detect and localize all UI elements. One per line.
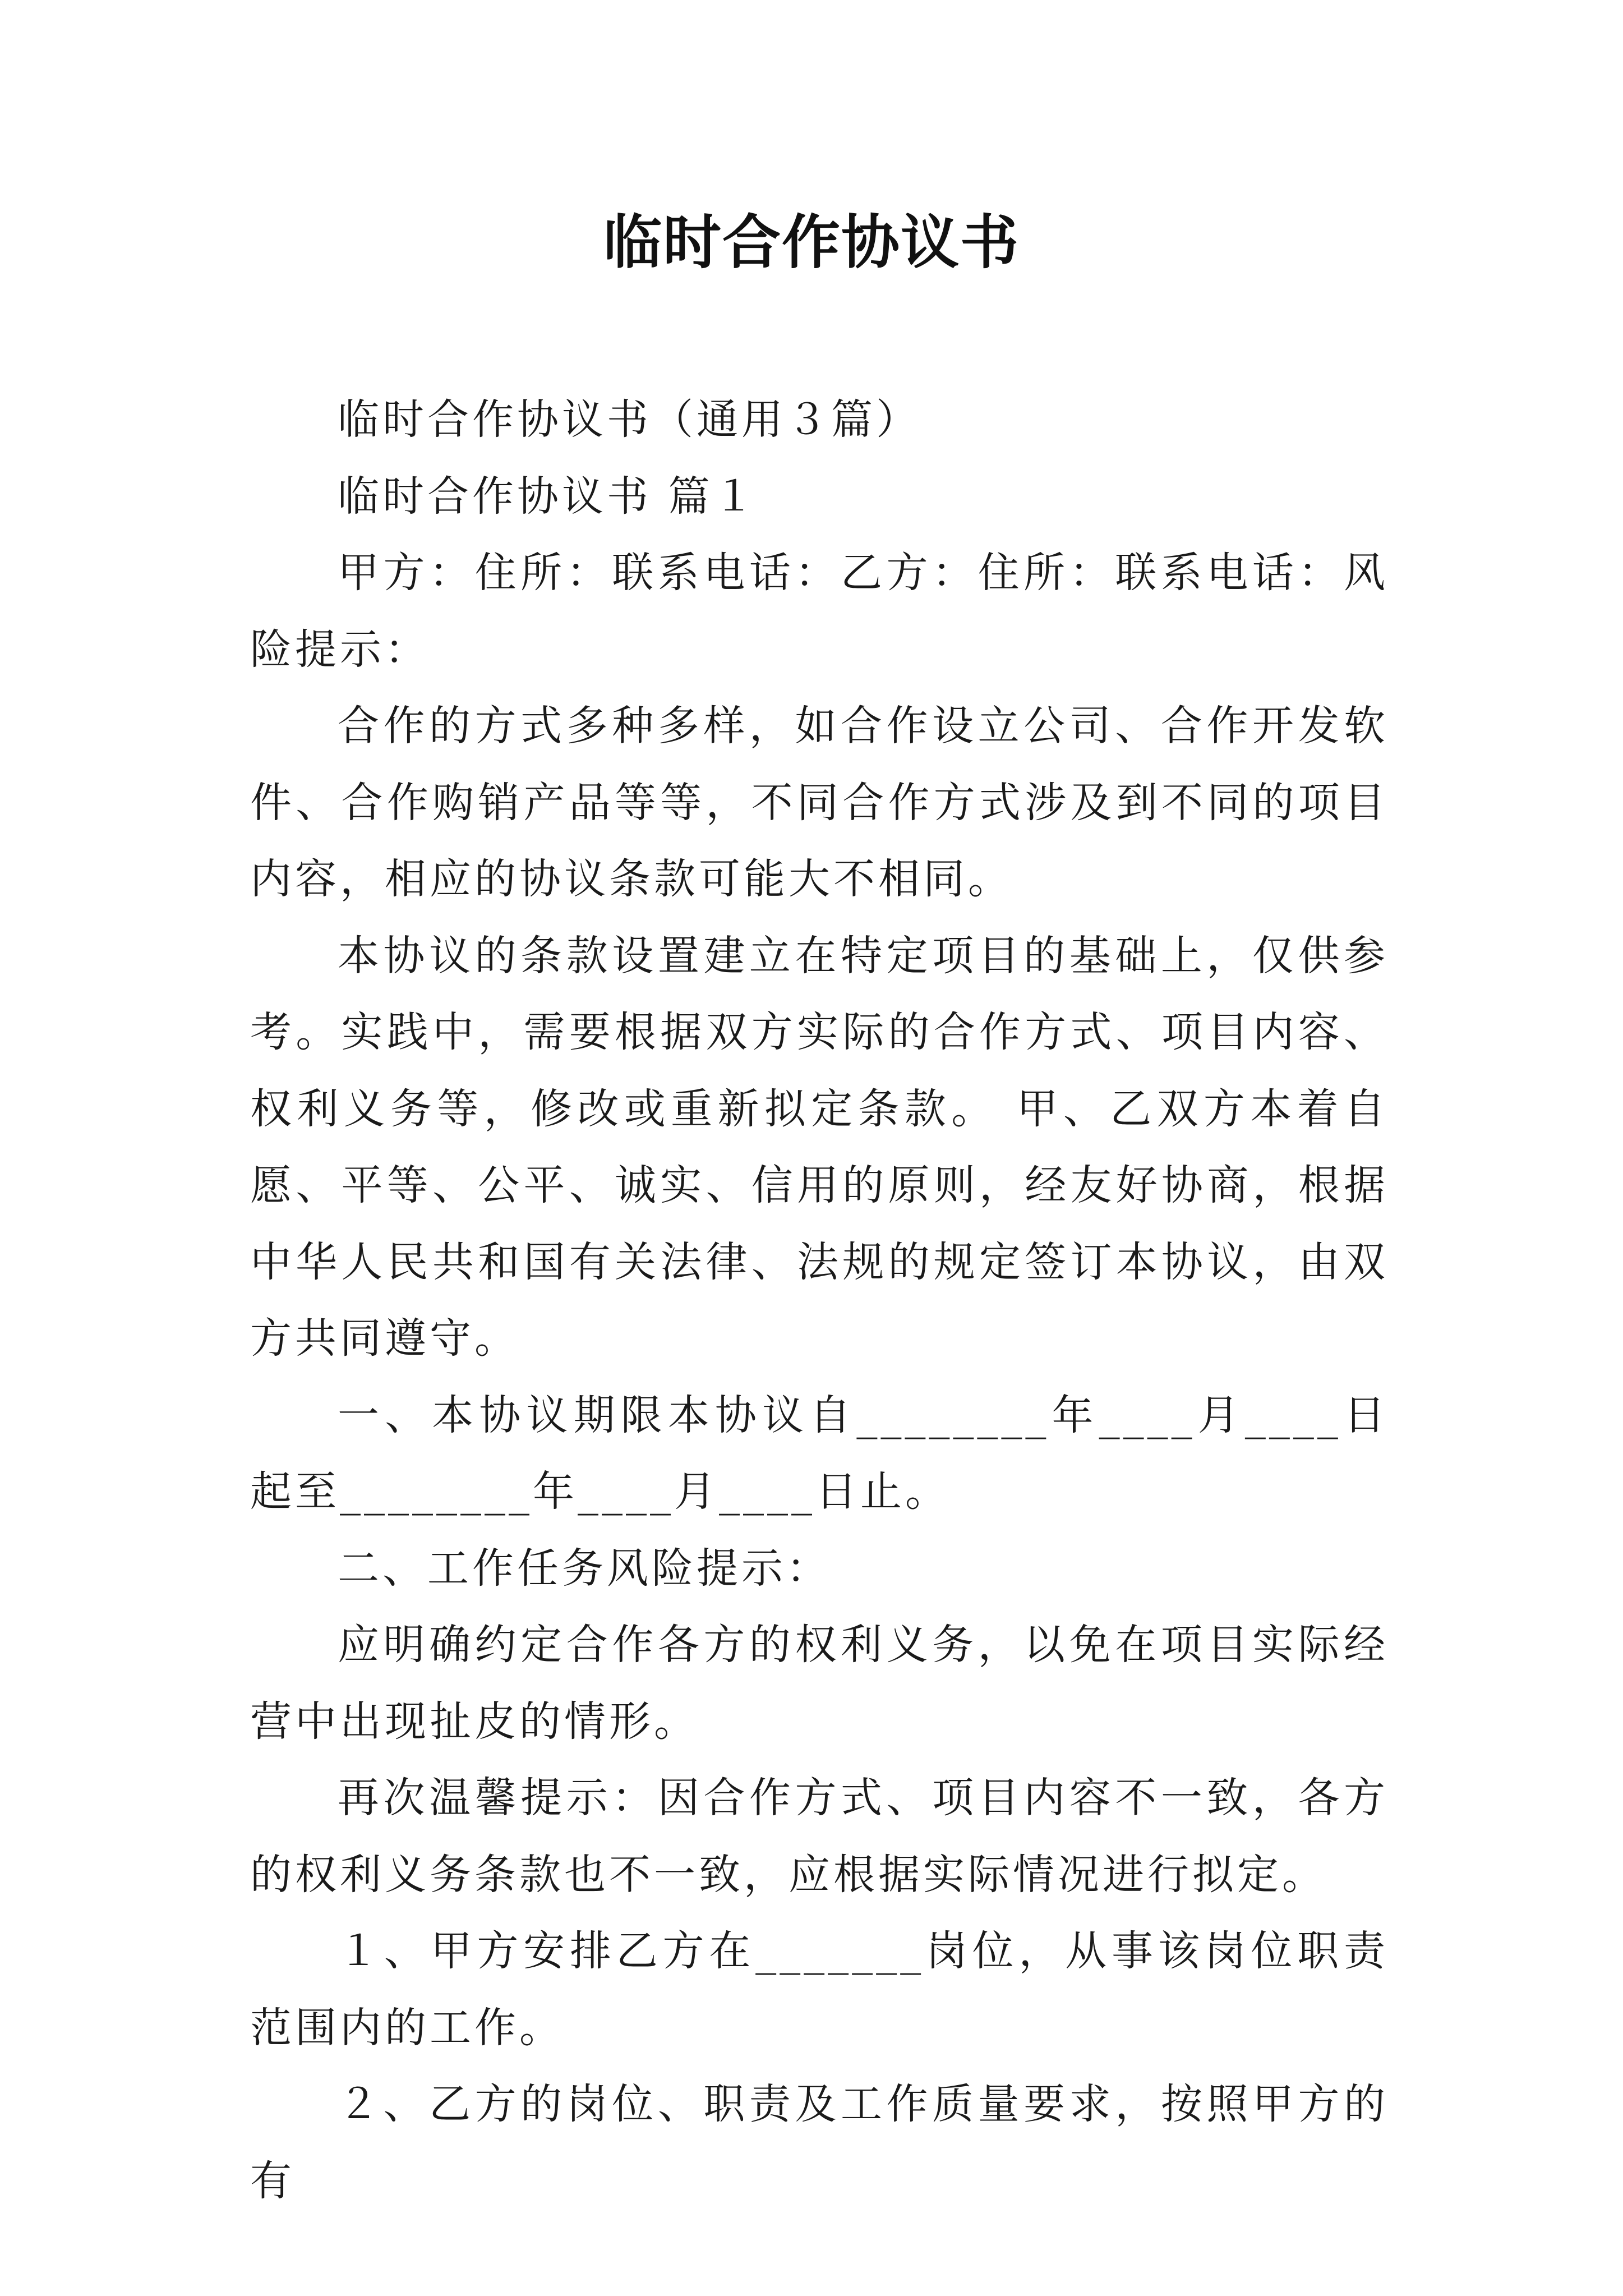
document-body bbox=[250, 381, 1389, 2219]
document-title: 临时合作协议书 bbox=[603, 208, 1020, 277]
parties-paragraph: 甲方：住所：联系电话：乙方：住所：联系电话：风险提示： bbox=[250, 549, 1389, 674]
body-paragraph: 应明确约定合作各方的权利义务，以免在项目实际经营中出现扯皮的情形。 bbox=[250, 1621, 1389, 1746]
numbered-clause: １、甲方安排乙方在_______岗位，从事该岗位职责范围内的工作。 bbox=[250, 1927, 1389, 2052]
clause-heading: 二、工作任务风险提示： bbox=[338, 1544, 831, 1593]
body-paragraph: 合作的方式多种多样，如合作设立公司、合作开发软件、合作购销产品等等，不同合作方式涉及到不同的项目内容，相应的协议条款可能大不相同。 bbox=[250, 702, 1389, 903]
body-paragraph: 再次温馨提示：因合作方式、项目内容不一致，各方的权利义务条款也不一致，应根据实际情况进行拟定。 bbox=[250, 1774, 1389, 1899]
subtitle-paragraph: 临时合作协议书（通用３篇） bbox=[338, 395, 921, 444]
numbered-clause: ２、乙方的岗位、职责及工作质量要求，按照甲方的有 bbox=[250, 2080, 1389, 2205]
section-heading: 临时合作协议书 篇１ bbox=[338, 472, 758, 521]
body-paragraph: 本协议的条款设置建立在特定项目的基础上，仅供参考。实践中，需要根据双方实际的合作方式、项目内容、权利义务等，修改或重新拟定条款。 甲、乙双方本着自愿、平等、公平、诚实、信用的原则，经友好协商，根据中华人民共和国有关法律、法规的规定签订本协议，由双方共同遵守。 bbox=[250, 931, 1389, 1363]
term-clause: 一、本协议期限本协议自________年____月____日起至________年____月____日止。 bbox=[250, 1391, 1389, 1516]
